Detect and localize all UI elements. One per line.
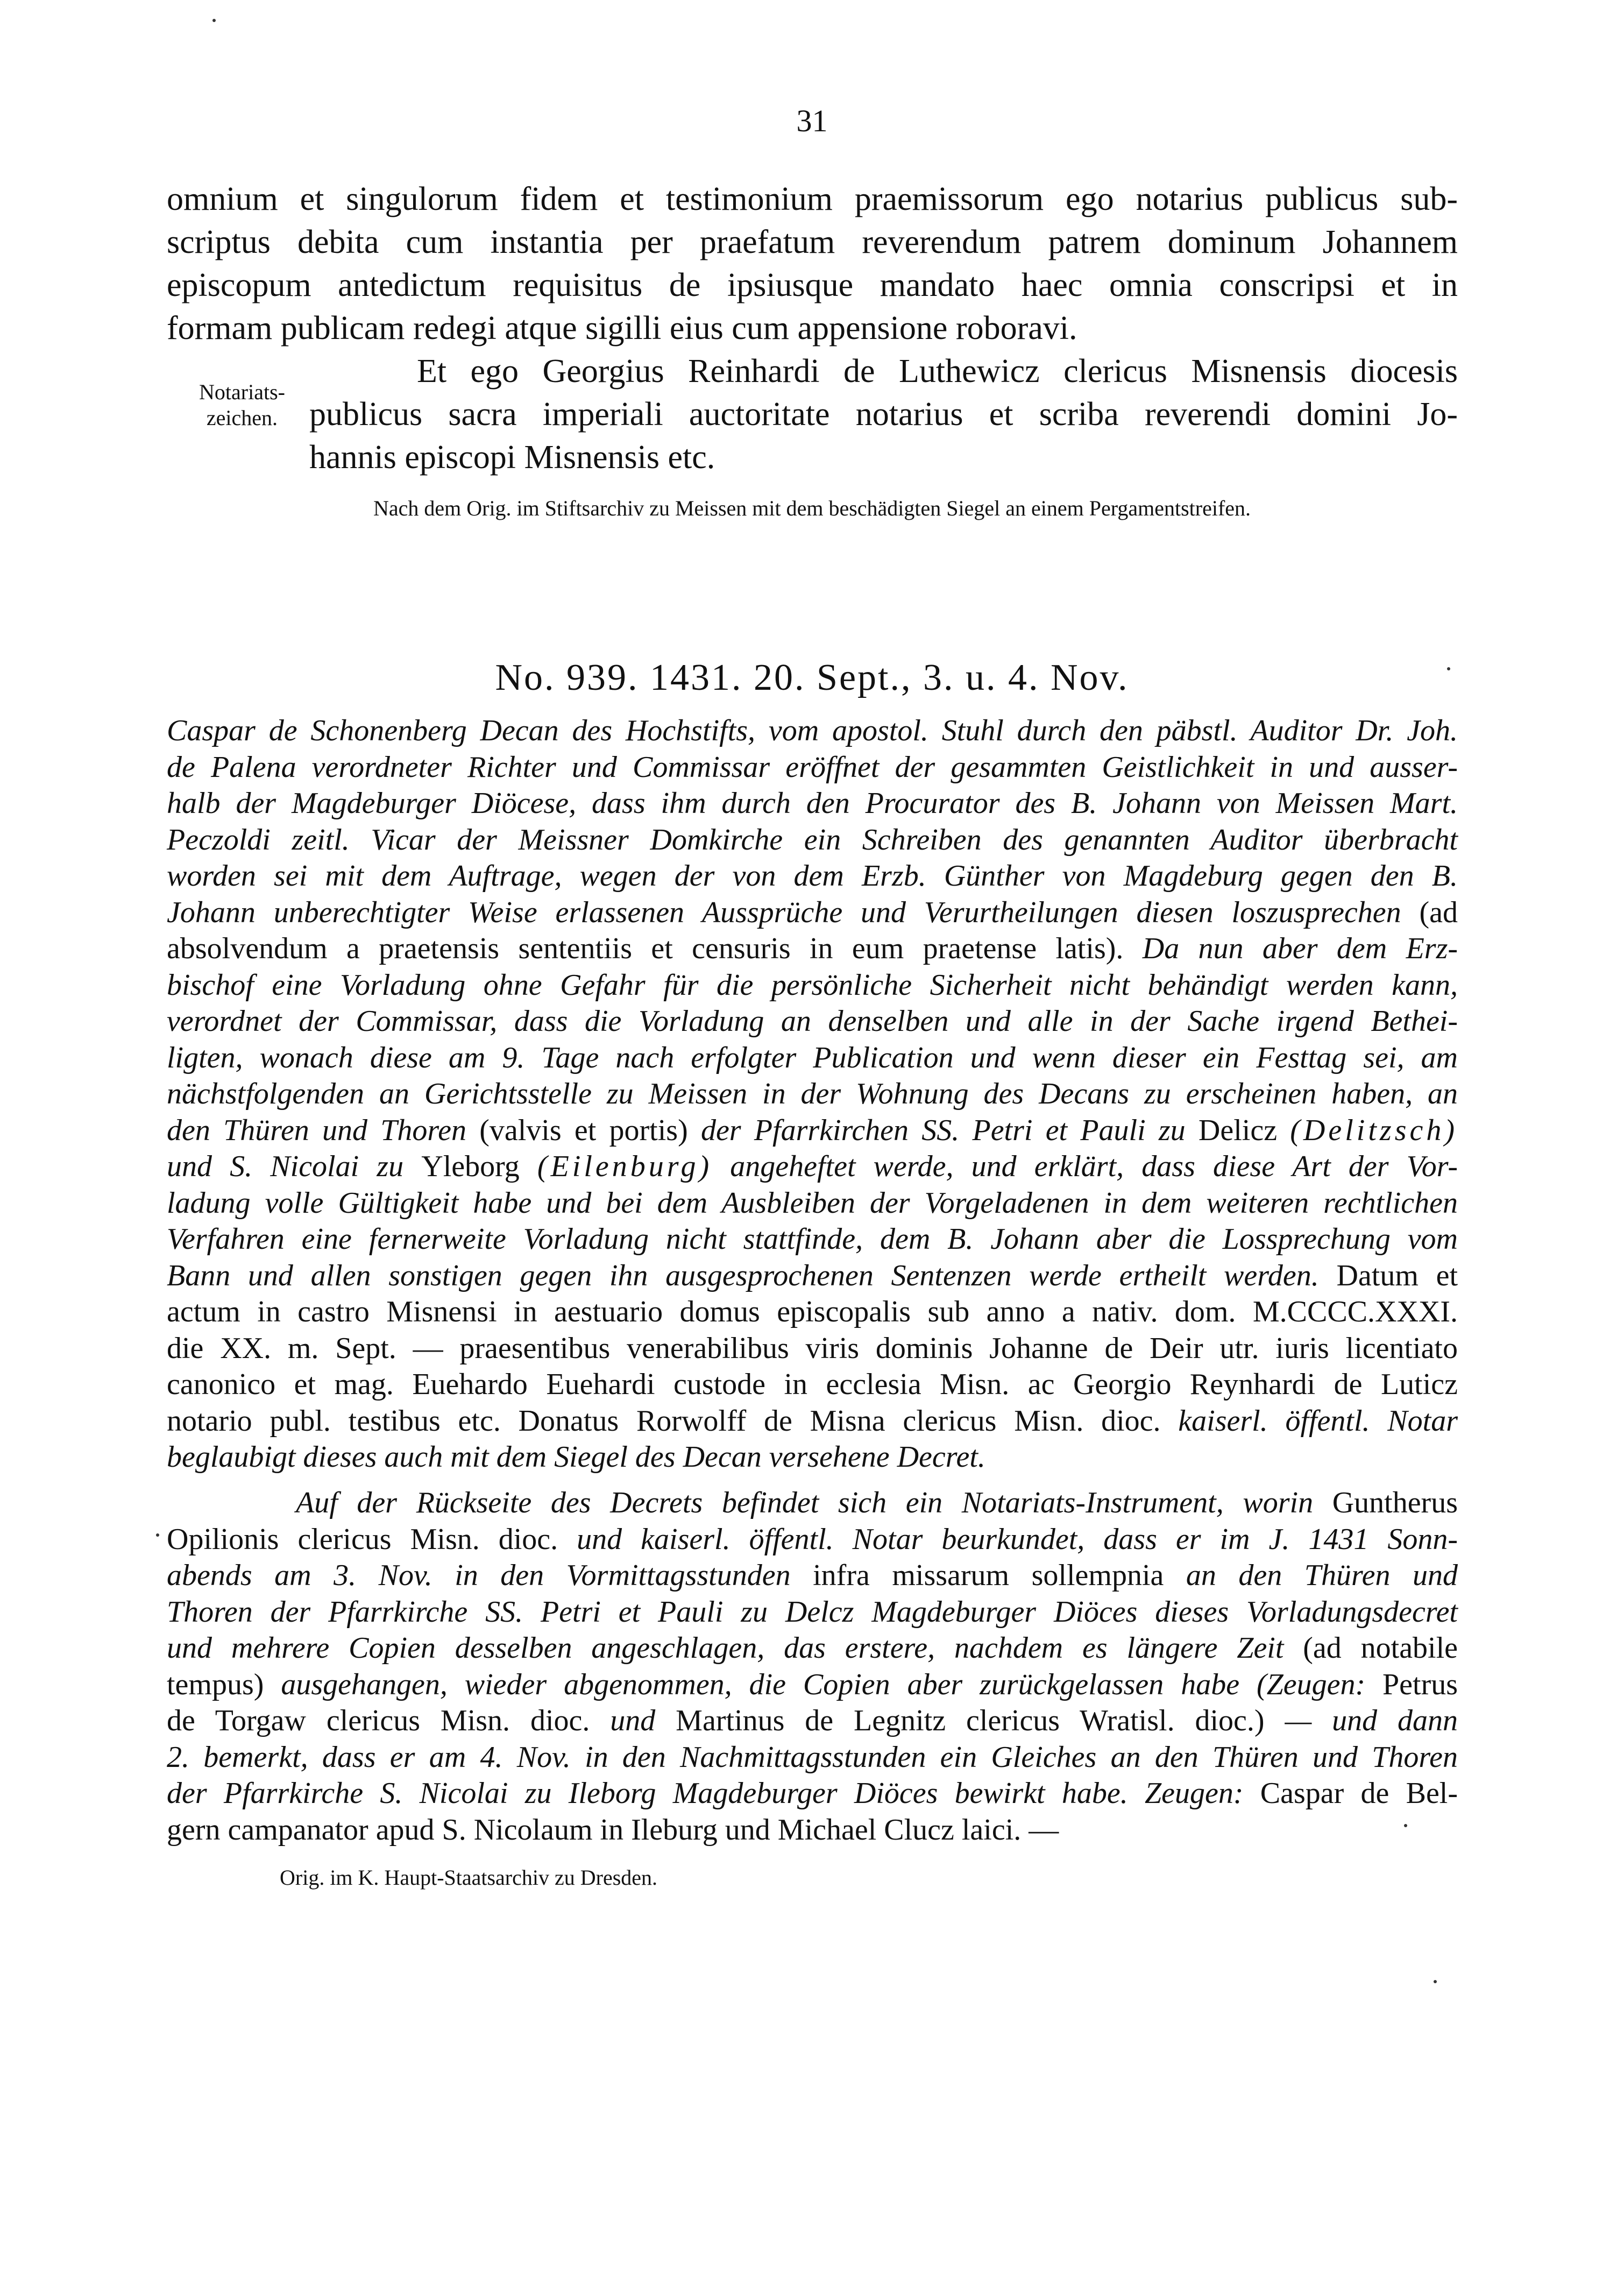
italic-run: und — [610, 1704, 656, 1737]
scan-speck — [1404, 1824, 1407, 1827]
text-line: worden sei mit dem Auftrage, wegen der von dem Erzb. Günther von Magdeburg gegen den B. — [167, 859, 1458, 893]
scan-speck — [156, 1533, 159, 1537]
italic-run: der Pfarrkirche S. Nicolai zu Ileborg Magdeburger Diöces bewirkt habe. Zeugen: — [167, 1777, 1244, 1810]
italic-run: an den Thüren und — [1186, 1559, 1458, 1592]
italic-run: den Thüren und Thoren — [167, 1113, 466, 1147]
text-line: formam publicam redegi atque sigilli eius cum appensione roboravi. — [167, 310, 1077, 347]
text-line — [167, 1258, 1458, 1295]
text-line: halb der Magdeburger Diöcese, dass ihm durch den Procurator des B. Johann von Meissen Mart. — [167, 787, 1458, 820]
latin-run: absolvendum a praetensis sententiis et censuris in eum praetense latis). — [167, 932, 1124, 965]
italic-run: abends am 3. Nov. in den Vormittagsstunden — [167, 1559, 791, 1592]
text-line: de Palena verordneter Richter und Commissar eröffnet der gesammten Geistlichkeit in und ausser- — [167, 750, 1458, 784]
scan-speck — [1434, 1980, 1437, 1983]
text-line: die XX. m. Sept. — praesentibus venerabilibus viris dominis Johanne de Deir utr. iuris licentiato — [167, 1331, 1458, 1365]
dorsal-note-paragraph — [167, 1485, 1458, 1848]
text-line: Peczoldi zeitl. Vicar der Meissner Domkirche ein Schreiben des genannten Auditor überbracht — [167, 823, 1458, 857]
text-line — [167, 1485, 1458, 1522]
text-line: episcopum antedictum requisitus de ipsiusque mandato haec omnia conscripsi et in — [167, 267, 1458, 303]
latin-run: Guntherus — [1332, 1486, 1458, 1519]
italic-run: (Delitzsch) — [1290, 1113, 1458, 1147]
latin-run: Delicz — [1198, 1113, 1278, 1147]
text-line: verordnet der Commissar, dass die Vorladung an denselben und alle in der Sache irgend Bethei- — [167, 1005, 1458, 1038]
text-line: ligten, wonach diese am 9. Tage nach erfolgter Publication und wenn dieser ein Festtag sei, am — [167, 1041, 1458, 1074]
closing-paragraph — [167, 178, 1458, 350]
latin-run: Yleborg — [421, 1150, 520, 1183]
margin-note-line: Notariats- — [199, 380, 285, 404]
text-line: Et ego Georgius Reinhardi de Luthewicz clericus Misnensis diocesis — [417, 353, 1458, 390]
margin-note-line: zeichen. — [206, 406, 278, 430]
italic-run: und S. Nicolai zu — [167, 1150, 404, 1183]
italic-run: Johann unberechtigter Weise erlassenen Aussprüche und Verurtheilungen diesen loszusprechen — [167, 895, 1401, 929]
latin-run: Datum et — [1336, 1258, 1458, 1292]
text-line: nächstfolgenden an Gerichtsstelle zu Meissen in der Wohnung des Decans zu erscheinen haben, an — [167, 1077, 1458, 1111]
text-line — [167, 1667, 1458, 1703]
italic-run: und kaiserl. öffentl. Notar beurkundet, dass er im J. 1431 Sonn- — [577, 1522, 1458, 1556]
latin-run: Petrus — [1382, 1667, 1458, 1701]
source-note-bottom: Orig. im K. Haupt-Staatsarchiv zu Dresden. — [280, 1865, 658, 1890]
italic-run: und mehrere Copien desselben angeschlagen, das erstere, nachdem es längere Zeit — [167, 1631, 1284, 1665]
text-line: omnium et singulorum fidem et testimonium praemissorum ego notarius publicus sub- — [167, 181, 1458, 217]
latin-run: (ad — [1419, 895, 1458, 929]
text-line — [167, 1522, 1458, 1558]
latin-run: notario publ. testibus etc. Donatus Rorwolff de Misna clericus Misn. dioc. — [167, 1404, 1161, 1438]
text-line: scriptus debita cum instantia per praefatum reverendum patrem dominum Johannem — [167, 224, 1458, 260]
italic-run: ausgehangen, wieder abgenommen, die Copien aber zurückgelassen habe (Zeugen: — [281, 1667, 1366, 1701]
text-line: publicus sacra imperiali auctoritate notarius et scriba reverendi domini Jo- — [309, 396, 1458, 433]
text-line: 2. bemerkt, dass er am 4. Nov. in den Nachmittagsstunden ein Gleiches an den Thüren und Thoren — [167, 1740, 1458, 1774]
document-heading: No. 939. 1431. 20. Sept., 3. u. 4. Nov. — [495, 657, 1129, 698]
italic-run: — und dann — [1285, 1704, 1458, 1737]
text-line — [167, 1403, 1458, 1440]
italic-run: kaiserl. öffentl. Notar — [1178, 1404, 1458, 1438]
latin-run: Caspar de Bel- — [1260, 1777, 1458, 1810]
text-line — [167, 931, 1458, 967]
source-note-top: Nach dem Orig. im Stiftsarchiv zu Meissen mit dem beschädigten Siegel an einem Pergamentstreifen. — [373, 496, 1251, 520]
latin-run: Opilionis clericus Misn. dioc. — [167, 1522, 558, 1556]
latin-run: infra missarum sollempnia — [813, 1559, 1164, 1592]
italic-run: (Eilenburg) — [537, 1150, 713, 1183]
italic-run: angeheftet werde, und erklärt, dass diese Art der Vor- — [730, 1150, 1458, 1183]
italic-run: der Pfarrkirchen SS. Petri et Pauli zu — [700, 1113, 1186, 1147]
text-line — [167, 1558, 1458, 1594]
scan-speck — [212, 19, 216, 22]
text-line — [167, 1113, 1458, 1149]
notary-signature-paragraph — [309, 350, 1458, 479]
text-line: actum in castro Misnensi in aestuario domus episcopalis sub anno a nativ. dom. M.CCCC.XXXI. — [167, 1295, 1458, 1328]
text-line: Verfahren eine fernerweite Vorladung nicht stattfinde, dem B. Johann aber die Lossprechung vom — [167, 1222, 1458, 1256]
text-line: beglaubigt dieses auch mit dem Siegel des Decan versehene Decret. — [167, 1440, 985, 1474]
regest-paragraph — [167, 713, 1458, 1476]
text-line: bischof eine Vorladung ohne Gefahr für die persönliche Sicherheit nicht behändigt werden kann, — [167, 968, 1458, 1002]
notary-sign-note — [178, 379, 307, 431]
italic-run: Da nun aber dem Erz- — [1142, 932, 1458, 965]
text-line: Thoren der Pfarrkirche SS. Petri et Pauli zu Delcz Magdeburger Diöces dieses Vorladungsdecret — [167, 1595, 1458, 1629]
latin-run: (ad notabile — [1303, 1631, 1458, 1665]
text-line — [167, 895, 1458, 931]
text-line — [167, 1630, 1458, 1667]
latin-run: tempus) — [167, 1667, 264, 1701]
text-line — [167, 1703, 1458, 1739]
page-number: 31 — [796, 103, 828, 138]
latin-run: de Torgaw clericus Misn. dioc. — [167, 1704, 590, 1737]
scan-speck — [1447, 667, 1450, 670]
text-line: ladung volle Gültigkeit habe und bei dem Ausbleiben der Vorgeladenen in dem weiteren rechtlichen — [167, 1186, 1458, 1220]
latin-run: Martinus de Legnitz clericus Wratisl. dioc.) — [676, 1704, 1265, 1737]
italic-run: Bann und allen sonstigen gegen ihn ausgesprochenen Sentenzen werde ertheilt werden. — [167, 1258, 1319, 1292]
text-line: hannis episcopi Misnensis etc. — [309, 439, 715, 476]
text-line — [167, 1776, 1458, 1812]
text-line: Caspar de Schonenberg Decan des Hochstifts, vom apostol. Stuhl durch den päbstl. Auditor Dr. Joh. — [167, 714, 1458, 747]
italic-run: Auf der Rückseite des Decrets befindet sich ein Notariats-Instrument, worin — [296, 1486, 1314, 1519]
text-line: canonico et mag. Euehardo Euehardi custode in ecclesia Misn. ac Georgio Reynhardi de Luticz — [167, 1368, 1458, 1401]
text-line: gern campanator apud S. Nicolaum in Ileburg und Michael Clucz laici. — — [167, 1813, 1059, 1847]
latin-run: (valvis et portis) — [479, 1113, 688, 1147]
text-line — [167, 1149, 1458, 1185]
